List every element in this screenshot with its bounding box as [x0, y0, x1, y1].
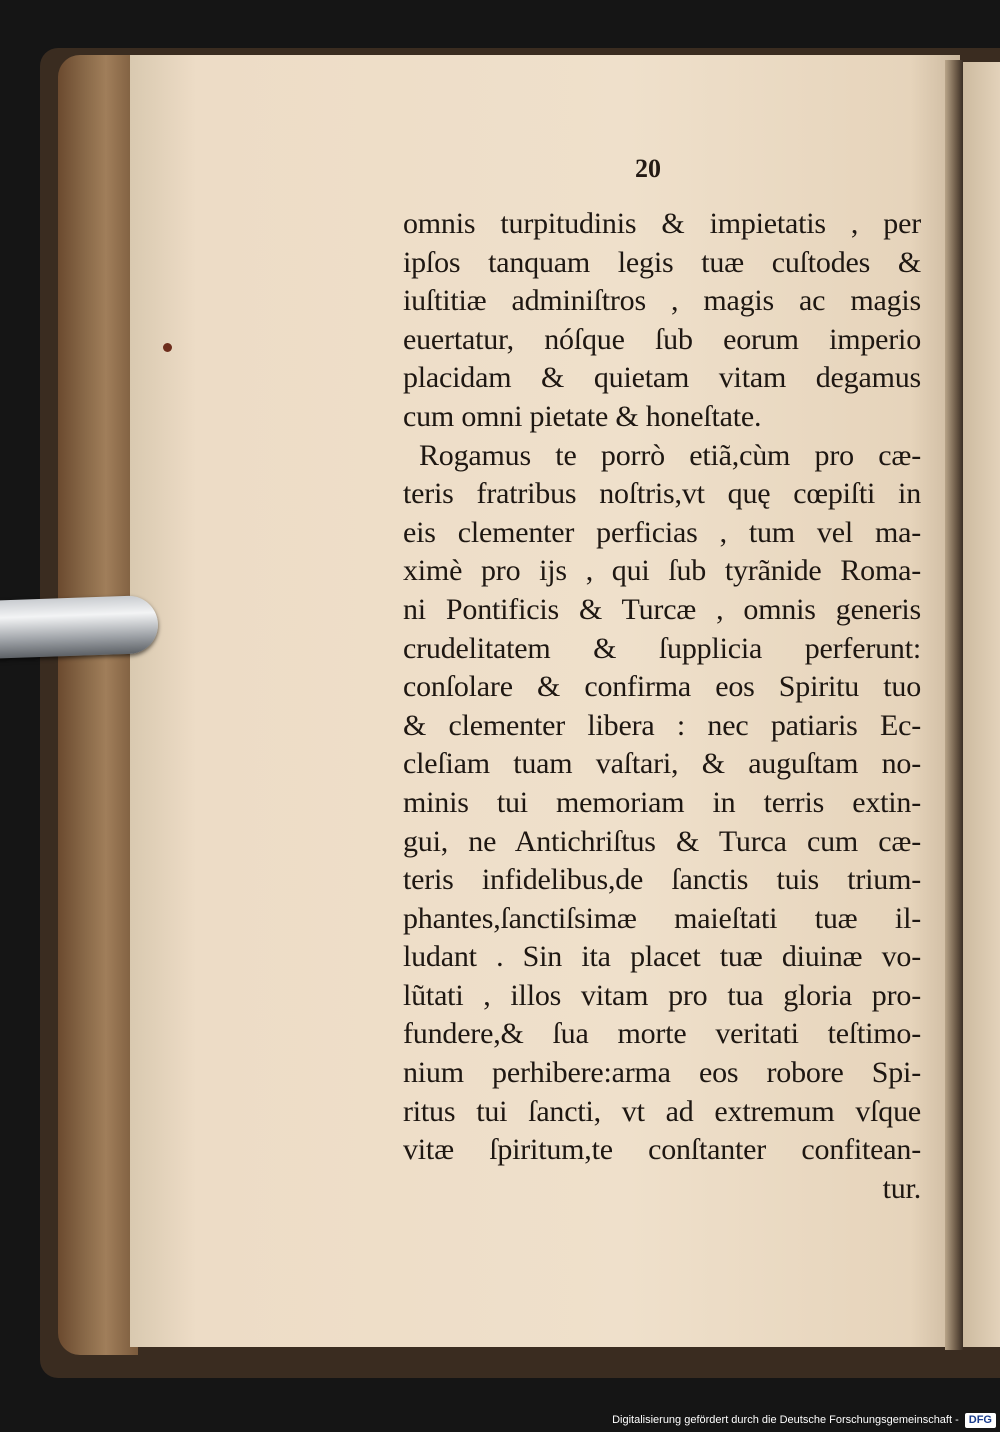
text-line: teris infidelibus,de ſanctis tuis trium-: [403, 863, 921, 897]
text-line: gui, ne Antichriſtus & Turca cum cæ-: [403, 824, 921, 858]
text-line: minis tui memoriam in terris extin-: [403, 785, 921, 819]
text-line: ximè pro ijs , qui ſub tyrãnide Roma-: [403, 554, 921, 588]
text-line: eis clementer perficias , tum vel ma-: [403, 515, 921, 549]
text-line: ipſos tanquam legis tuæ cuſtodes &: [403, 245, 921, 279]
text-line: conſolare & confirma eos Spiritu tuo: [403, 670, 921, 704]
text-line: ritus tui ſancti, vt ad extremum vſque: [403, 1094, 921, 1128]
text-line: omnis turpitudinis & impietatis , per: [403, 207, 921, 240]
text-line: ludant . Sin ita placet tuæ diuinæ vo-: [403, 940, 921, 974]
text-line: euertatur, nóſque ſub eorum imperio: [403, 322, 921, 356]
digitization-credit: [612, 1410, 996, 1430]
text-line: & clementer libera : nec patiaris Ec-: [403, 708, 921, 742]
page-text: [403, 205, 921, 1208]
text-line: cleſiam tuam vaſtari, & auguſtam no-: [403, 747, 921, 781]
text-line: teris fratribus noſtris,vt quę cœpiſti in: [403, 477, 921, 511]
dfg-logo: DFG: [965, 1413, 996, 1428]
text-line: ni Pontificis & Turcæ , omnis generis: [403, 592, 921, 626]
text-line: nium perhibere:arma eos robore Spi-: [403, 1056, 921, 1090]
page-edge: [58, 55, 138, 1355]
text-line: vitæ ſpiritum,te conſtanter confitean-: [403, 1133, 921, 1167]
text-line: Rogamus te porrò etiã,cùm pro cæ-: [419, 438, 921, 472]
text-line: phantes,ſanctiſsimæ maieſtati tuæ il-: [403, 901, 921, 935]
facing-page-edge: [963, 62, 1000, 1347]
credit-text: Digitalisierung gefördert durch die Deutsche Forschungsgemeinschaft -: [612, 1414, 959, 1426]
page-clip: [0, 595, 159, 659]
page-number: 20: [635, 154, 661, 183]
text-line: placidam & quietam vitam degamus: [403, 361, 921, 395]
book-gutter: [945, 60, 963, 1350]
text-line: tur.: [882, 1171, 921, 1205]
text-line: iuſtitiæ adminiſtros , magis ac magis: [403, 284, 921, 318]
text-line: cum omni pietate & honeſtate.: [403, 399, 762, 433]
text-line: crudelitatem & ſupplicia perferunt:: [403, 631, 921, 665]
text-line: lũtati , illos vitam pro tua gloria pro-: [403, 978, 921, 1012]
ink-stain: [163, 343, 172, 352]
text-line: fundere,& ſua morte veritati teſtimo-: [403, 1017, 921, 1051]
